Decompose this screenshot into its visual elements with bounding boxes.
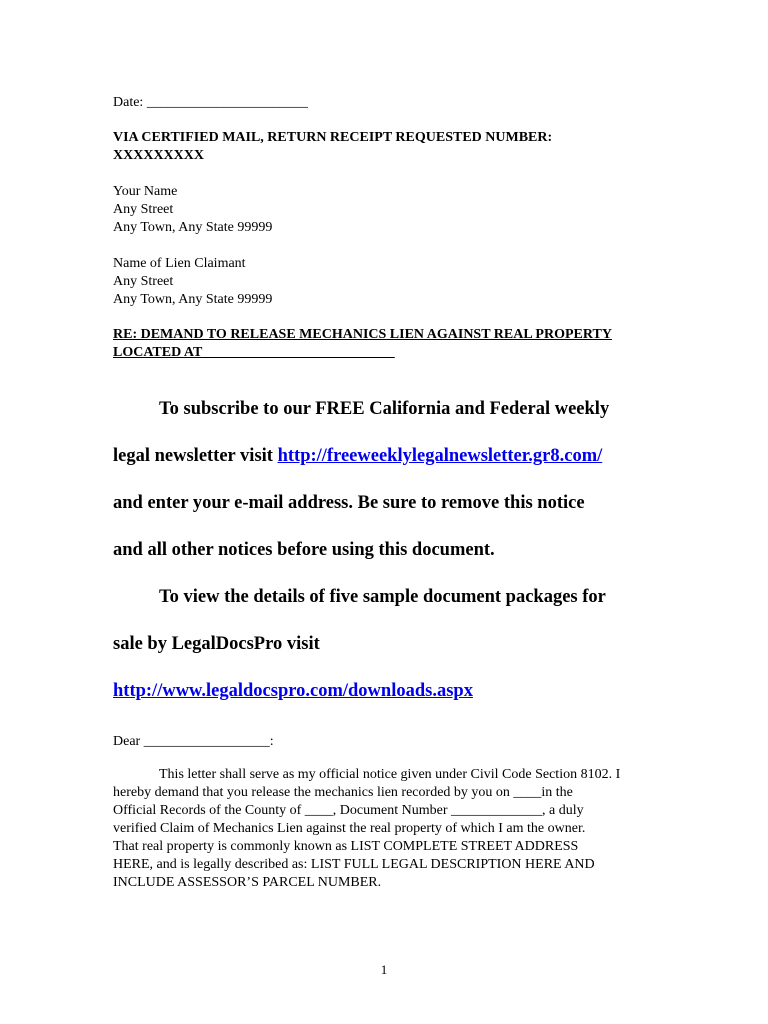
page-number: 1 [380,962,388,977]
recipient-street: Any Street [113,274,174,289]
sender-name: Your Name [113,184,178,199]
body-line-1: This letter shall serve as my official notice given under Civil Code Section 8102. I [159,767,621,782]
body-line-5: That real property is commonly known as LIST COMPLETE STREET ADDRESS [113,839,579,854]
letter-body [113,766,658,892]
notice-line-2 [113,433,663,480]
notice-line-2-text: legal newsletter visit [113,446,278,466]
recipient-city: Any Town, Any State 99999 [113,292,273,307]
certified-line-2: XXXXXXXXX [113,148,204,163]
body-line-6: HERE, and is legally described as: LIST FULL LEGAL DESCRIPTION HERE AND [113,857,595,872]
re-line-2: LOCATED AT ___________________________ [113,345,395,360]
certified-line-1: VIA CERTIFIED MAIL, RETURN RECEIPT REQUESTED NUMBER: [113,130,553,145]
body-line-7: INCLUDE ASSESSOR’S PARCEL NUMBER. [113,875,382,890]
recipient-name: Name of Lien Claimant [113,256,246,271]
re-subject [113,326,612,362]
recipient-address [113,255,272,309]
notice-line-7 [113,668,663,715]
newsletter-notice [113,386,663,715]
notice-line-1: To subscribe to our FREE California and Federal weekly [159,399,610,419]
legaldocspro-link[interactable]: http://www.legaldocspro.com/downloads.aspx [113,681,473,701]
salutation: Dear __________________: [113,734,274,749]
notice-line-6: sale by LegalDocsPro visit [113,634,320,654]
date-line: Date: _______________________ [113,95,308,110]
notice-line-4: and all other notices before using this document. [113,540,495,560]
sender-address [113,183,272,237]
newsletter-link[interactable]: http://freeweeklylegalnewsletter.gr8.com/ [277,446,603,466]
body-line-3: Official Records of the County of ____, Document Number _____________, a duly [113,803,584,818]
body-line-2: hereby demand that you release the mechanics lien recorded by you on ____in the [113,785,573,800]
certified-mail-heading [113,129,552,165]
sender-street: Any Street [113,202,174,217]
notice-line-3: and enter your e-mail address. Be sure to remove this notice [113,493,585,513]
re-line-1: RE: DEMAND TO RELEASE MECHANICS LIEN AGAINST REAL PROPERTY [113,327,612,342]
body-line-4: verified Claim of Mechanics Lien against the real property of which I am the owner. [113,821,586,836]
notice-line-5: To view the details of five sample document packages for [159,587,606,607]
sender-city: Any Town, Any State 99999 [113,220,273,235]
